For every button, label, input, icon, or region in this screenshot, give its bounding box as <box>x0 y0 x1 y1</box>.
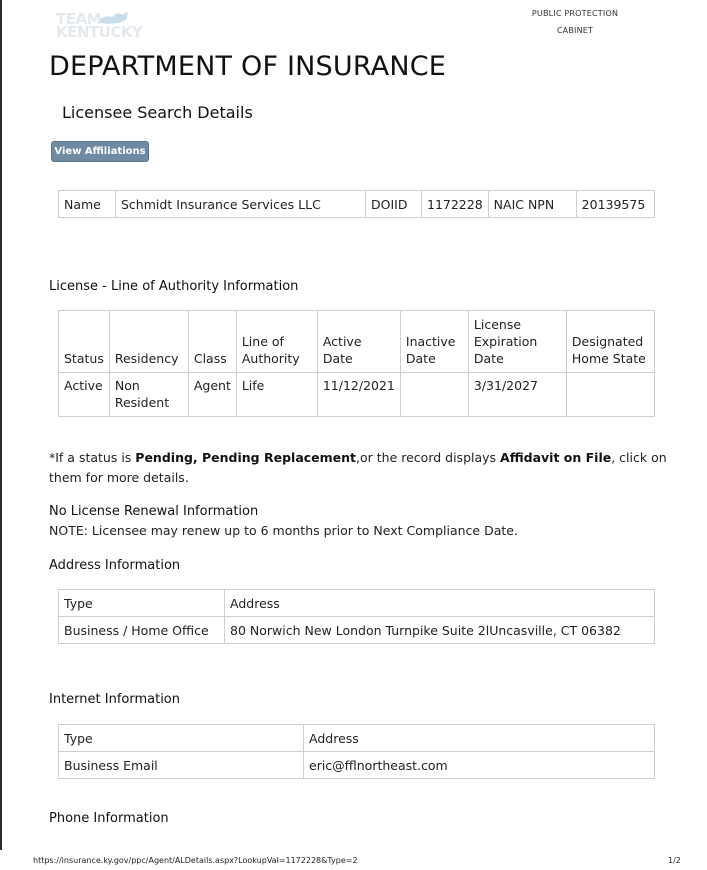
active-date-cell: 11/12/2021 <box>317 373 400 417</box>
phone-heading: Phone Information <box>49 811 169 826</box>
note-middle: ,or the record displays <box>356 450 501 465</box>
table-header-row <box>59 725 655 752</box>
doiid-value: 1172228 <box>422 191 489 218</box>
address-value-cell: 80 Norwich New London Turnpike Suite 2lUncasville, CT 06382 <box>225 617 655 644</box>
note-prefix: *If a status is <box>49 450 136 465</box>
table-header-row <box>59 311 655 373</box>
loa-heading: License - Line of Authority Information <box>49 279 299 294</box>
cabinet-line-2: CABINET <box>556 26 594 35</box>
home-state-cell <box>566 373 654 417</box>
residency-cell: Non Resident <box>109 373 188 417</box>
status-cell[interactable]: Active <box>59 373 110 417</box>
view-affiliations-button[interactable]: View Affiliations <box>51 141 149 162</box>
column-header: Address <box>304 725 655 752</box>
internet-type-cell: Business Email <box>59 752 304 779</box>
expiration-date-cell: 3/31/2027 <box>468 373 566 417</box>
column-header: Address <box>225 590 655 617</box>
column-header: Active Date <box>317 311 400 373</box>
note-pending: Pending, Pending Replacement <box>135 450 357 465</box>
address-heading: Address Information <box>49 558 181 573</box>
note-affidavit: Affidavit on File <box>500 450 612 465</box>
column-header: Type <box>59 725 304 752</box>
table-row <box>59 752 655 779</box>
page-subtitle: Licensee Search Details <box>62 103 253 122</box>
page-title: DEPARTMENT OF INSURANCE <box>49 51 447 82</box>
column-header: License Expiration Date <box>468 311 566 373</box>
status-note <box>49 448 669 488</box>
table-row <box>59 617 655 644</box>
footer-url: https://insurance.ky.gov/ppc/Agent/ALDetails.aspx?LookupVal=1172228&Type=2 <box>33 856 358 865</box>
email-cell[interactable]: eric@fflnortheast.com <box>304 752 655 779</box>
npn-value: 20139575 <box>576 191 654 218</box>
column-header: Designated Home State <box>566 311 654 373</box>
renewal-note: NOTE: Licensee may renew up to 6 months prior to Next Compliance Date. <box>49 523 518 538</box>
doiid-label: DOIID <box>366 191 422 218</box>
team-kentucky-logo <box>56 10 146 40</box>
internet-table <box>58 724 655 779</box>
column-header: Inactive Date <box>400 311 468 373</box>
logo-line-1: TEAM <box>56 10 102 28</box>
name-value: Schmidt Insurance Services LLC <box>116 191 366 218</box>
address-type-cell: Business / Home Office <box>59 617 225 644</box>
page-edge <box>0 0 2 850</box>
renewal-heading: No License Renewal Information <box>49 504 259 519</box>
table-row <box>59 373 655 417</box>
loa-cell: Life <box>236 373 317 417</box>
class-cell: Agent <box>188 373 236 417</box>
internet-heading: Internet Information <box>49 692 181 707</box>
licensee-summary-table <box>58 190 655 218</box>
footer-page-number: 1/2 <box>668 856 681 865</box>
table-row <box>59 191 655 218</box>
inactive-date-cell <box>400 373 468 417</box>
npn-label: NAIC NPN <box>488 191 576 218</box>
logo-line-2: KENTUCKY <box>56 23 143 41</box>
note-suffix: , click on them for more details. <box>49 450 667 485</box>
cabinet-line-1: PUBLIC PROTECTION <box>531 9 619 18</box>
address-table <box>58 589 655 644</box>
column-header: Type <box>59 590 225 617</box>
name-label: Name <box>59 191 116 218</box>
column-header: Status <box>59 311 110 373</box>
column-header: Residency <box>109 311 188 373</box>
column-header: Line of Authority <box>236 311 317 373</box>
line-of-authority-table <box>58 310 655 417</box>
column-header: Class <box>188 311 236 373</box>
table-header-row <box>59 590 655 617</box>
